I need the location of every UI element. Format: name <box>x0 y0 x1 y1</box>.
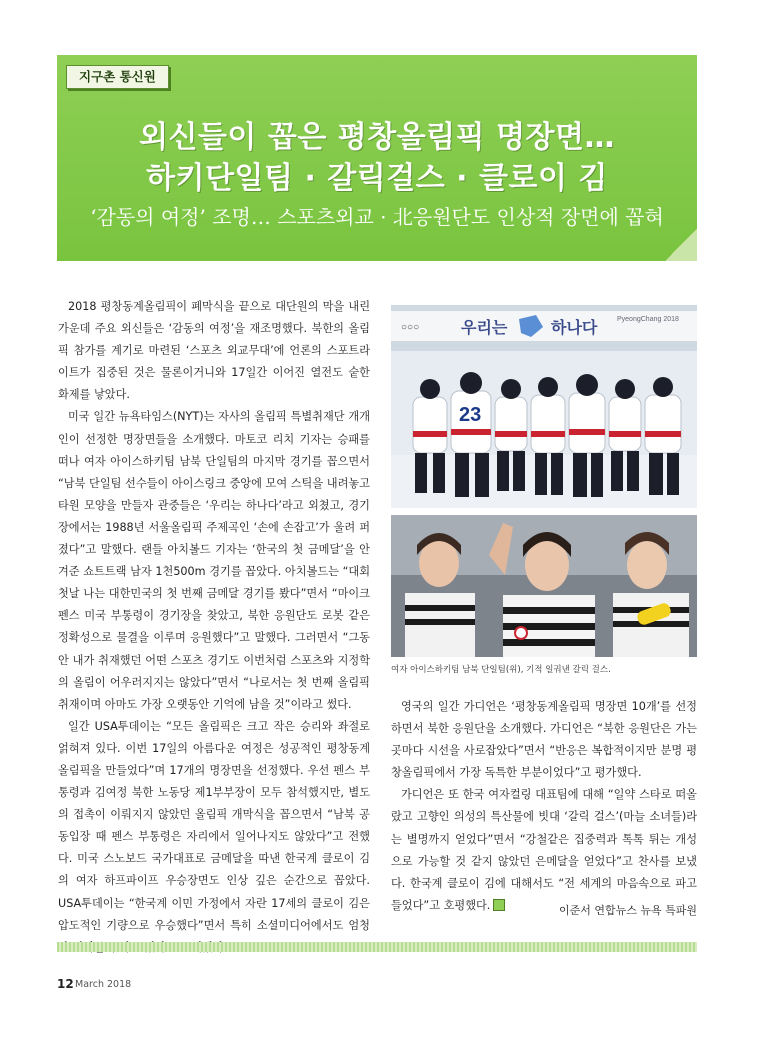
paragraph: 미국 일간 뉴욕타임스(NYT)는 자사의 올림픽 특별취재단 개개인이 선정한 명장면들을 소개했다. 마토코 리치 기자는 승패를 떠나 여자 아이스하키팀 남북 단일팀의 마지막 경기를 꼽으면서 “남북 단일팀 선수들이 아이스링크 중앙에 모여 스틱을 내려놓고 타원 모양을 만들자 관중들은 ‘우리는 하나다’라고 외쳤고, 경기장에서는 1988년 서울올림픽 주제곡인 ‘손에 손잡고’가 울려 퍼졌다”고 말했다. 랜들 아치볼드 기자는 ‘한국의 첫 금메달’을 안겨준 쇼트트랙 남자 1천500m 경기를 꼽았다. 아치볼드는 “대회 첫날 나는 대한민국의 첫 번째 금메달 경기를 봤다”면서 “마이크 펜스 미국 부통령이 경기장을 찾았고, 북한 응원단도 로봇 같은 정확성으로 물결을 이루며 응원했다”고 말했다. 그러면서 “그동안 내가 취재했던 어떤 스포츠 경기도 이번처럼 스포츠와 지정학의 올림이 어우러지지는 않았다”면서 “나로서는 첫 번째 올림픽 취재이며 아마도 가장 오랫동안 기억에 남을 것”이라고 썼다. <box>58 410 370 711</box>
footer-rule <box>57 942 697 952</box>
photo-curling-team <box>391 515 697 657</box>
paragraph: 영국의 일간 가디언은 ‘평창동계올림픽 명장면 10개’를 선정하면서 북한 응원단을 소개했다. 가디언은 “북한 응원단은 가는 곳마다 시선을 사로잡았다”면서 “반응은 복합적이지만 분명 평창올림픽에서 가장 독특한 부분이었다”고 평가했다. <box>391 700 697 780</box>
photo-caption: 여자 아이스하키팀 남북 단일팀(위), 기적 일궈낸 갈릭 걸스. <box>391 665 611 675</box>
section-tag: 지구촌 통신원 <box>66 65 169 89</box>
banner-text-right: 하나다 <box>551 318 598 337</box>
headline-line-1: 외신들이 꼽은 평창올림픽 명장면… <box>138 120 616 155</box>
paragraph: 2018 평창동계올림픽이 폐막식을 끝으로 대단원의 막을 내린 가운데 주요 외신들은 ‘감동의 여정’을 재조명했다. 북한의 올림픽 참가를 계기로 마련된 ‘스포츠 외교무대’에 언론의 스포트라이트가 집중된 것은 물론이거니와 17일간 이어진 열전도 숱한 화제를 낳았다. <box>58 300 370 402</box>
photo-hockey-team <box>391 305 697 508</box>
headline-line-2: 하키단일팀 · 갈릭걸스 · 클로이 김 <box>146 161 608 196</box>
subheadline: ‘감동의 여정’ 조명… 스포츠외교 · 北응원단도 인상적 장면에 꼽혀 <box>90 205 664 229</box>
paragraph-text: 가디언은 또 한국 여자컬링 대표팀에 대해 “일약 스타로 떠올랐고 고향인 의성의 특산물에 빗대 ‘갈릭 걸스’(마늘 소녀들)라는 별명까지 얻었다”면서 “강철같은 집중력과 톡톡 튀는 개성으로 가능할 것 같지 않았던 은메달을 얻었다”고 찬사를 보냈다. 한국계 클로이 김에 대해서도 “전 세계의 마음속으로 파고들었다”고 호평했다. <box>391 788 697 912</box>
article-column-right <box>391 696 697 917</box>
paragraph <box>391 784 697 917</box>
curling-team-illustration <box>391 515 697 657</box>
banner-text-left: 우리는 <box>461 318 508 337</box>
hockey-team-illustration <box>391 305 697 508</box>
paragraph: 일간 USA투데이는 “모든 올림픽은 크고 작은 승리와 좌절로 얽혀져 있다. 이번 17일의 아름다운 여정은 성공적인 평창동계올림픽을 만들었다”며 17개의 명장면을 선정했다. 우선 펜스 부통령과 김여정 북한 노동당 제1부부장이 모두 참석했지만, 별도의 접촉이 이뤄지지 않았던 올림픽 개막식을 꼽으면서 “남북 공동입장 때 펜스 부통령은 자리에서 일어나지도 않았다”고 전했다. 미국 스노보드 국가대표로 금메달을 따낸 한국계 클로이 김의 여자 하프파이프 우승장면도 인상 깊은 순간으로 꼽았다. USA투데이는 “한국계 이민 가정에서 자란 17세의 클로이 김은 압도적인 기량으로 우승했다”면서 특히 소셜미디어에서도 엄청 <box>58 719 370 932</box>
venue-mark: PyeongChang 2018 <box>617 316 679 323</box>
svg-text:○○○: ○○○ <box>401 322 420 333</box>
article-column-left <box>58 296 370 959</box>
page-number: 12 <box>57 977 74 991</box>
jersey-number: 23 <box>459 404 482 426</box>
byline: 이준서 연합뉴스 뉴욕 특파원 <box>558 904 697 917</box>
banner-fold <box>665 229 697 261</box>
issue-date: March 2018 <box>75 979 132 990</box>
